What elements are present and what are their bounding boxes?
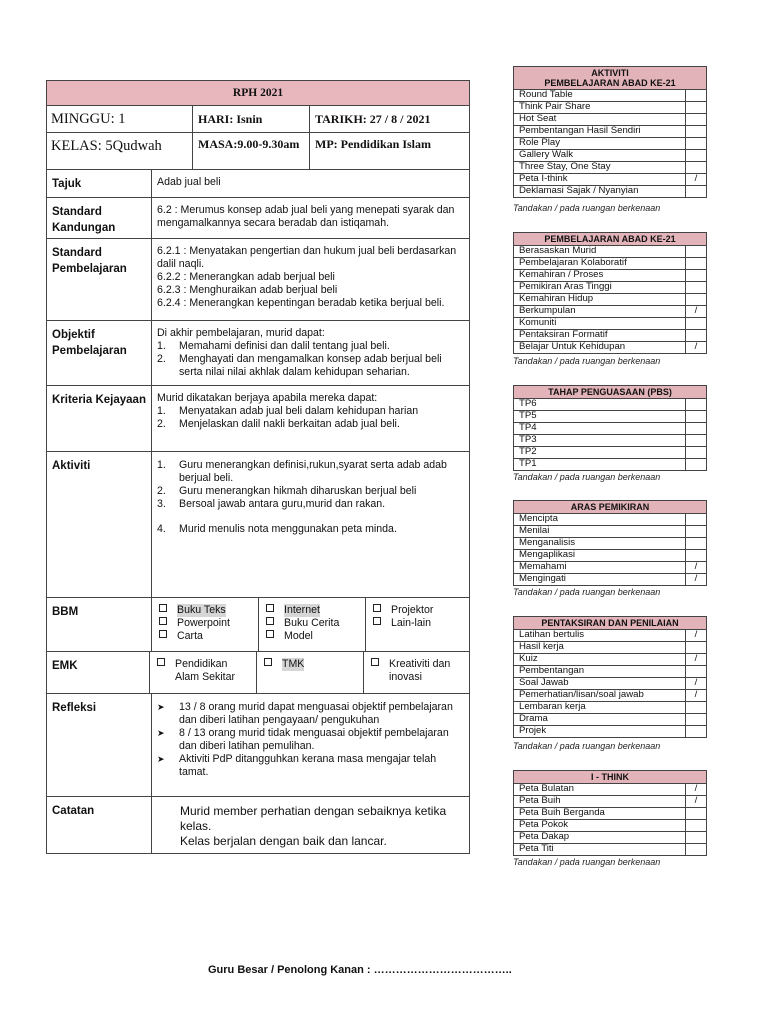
aktiviti-item: 1. Guru menerangkan definisi,rukun,syarat serta adab adab berjual beli. (157, 459, 447, 484)
ithink-row (514, 796, 707, 808)
emk-option[interactable]: TMK (262, 658, 358, 671)
rph-table (46, 80, 470, 854)
checkbox-icon[interactable] (159, 617, 167, 625)
mata-pelajaran: MP: Pendidikan Islam (309, 133, 469, 169)
refleksi-item: ➤ 13 / 8 orang murid dapat menguasai objektif pembelajaran dan diberi latihan pengayaan/ pengukuhan (157, 701, 453, 726)
aras-tick-box[interactable]: / (686, 574, 707, 586)
bbm-option[interactable]: Projektor (371, 604, 464, 617)
pabad-row (514, 294, 707, 306)
pentaksiran-row (514, 642, 707, 654)
abad21-row (514, 114, 707, 126)
pembelajaran-abad21-table (513, 232, 707, 354)
catatan-text: Murid member perhatian dengan sebaiknya ketika kelas. Kelas berjalan dengan baik dan lancar. (151, 797, 469, 853)
checkbox-icon[interactable] (266, 630, 274, 638)
pbs-item-label: TP5 (514, 411, 686, 423)
kriteria-row (46, 386, 470, 452)
abad21-note: Tandakan / pada ruangan berkenaan (513, 203, 661, 213)
header-row-1 (46, 106, 470, 133)
pentaksiran-item-label: Latihan bertulis (514, 630, 686, 642)
bbm-label: BBM (52, 606, 79, 618)
abad21-tick-box[interactable] (686, 138, 707, 150)
objektif-item: 1. Memahami definisi dan dalil tentang jual beli. (157, 340, 390, 352)
checkbox-icon[interactable] (159, 630, 167, 638)
ithink-tick-box[interactable]: / (686, 796, 707, 808)
pabad-row (514, 282, 707, 294)
pentaksiran-item-label: Hasil kerja (514, 642, 686, 654)
ithink-table (513, 770, 707, 856)
pbs-tick-box[interactable] (686, 447, 707, 459)
bbm-option[interactable]: Buku Teks (157, 604, 253, 617)
pentaksiran-note: Tandakan / pada ruangan berkenaan (513, 741, 661, 751)
emk-col-1 (149, 652, 256, 693)
pabad-row (514, 330, 707, 342)
objektif-item: 2. Menghayati dan mengamalkan konsep adab berjual beli serta nilai nilai akhlak dalam kehidupan seharian. (157, 353, 442, 378)
pembelajaran-abad21-note: Tandakan / pada ruangan berkenaan (513, 356, 661, 366)
emk-col-2 (256, 652, 363, 693)
pentaksiran-row (514, 702, 707, 714)
ithink-item-label: Peta Buih (514, 796, 686, 808)
aras-pemikiran-title: ARAS PEMIKIRAN (514, 501, 707, 514)
pabad-row (514, 306, 707, 318)
ithink-row (514, 832, 707, 844)
bbm-option[interactable]: Lain-lain (371, 617, 464, 630)
abad21-item-label: Pembentangan Hasil Sendiri (514, 126, 686, 138)
abad21-item-label: Role Play (514, 138, 686, 150)
ithink-row (514, 820, 707, 832)
pabad-tick-box[interactable]: / (686, 342, 707, 354)
pabad-item-label: Komuniti (514, 318, 686, 330)
pabad-item-label: Kemahiran / Proses (514, 270, 686, 282)
header-row-2 (46, 133, 470, 170)
abad21-tick-box[interactable] (686, 150, 707, 162)
standard-pembelajaran-label: Standard Pembelajaran (52, 247, 127, 275)
pbs-item-label: TP2 (514, 447, 686, 459)
checkbox-icon[interactable] (159, 604, 167, 612)
kriteria-label: Kriteria Kejayaan (52, 394, 146, 406)
checkbox-icon[interactable] (371, 658, 379, 666)
abad21-item-label: Three Stay, One Stay (514, 162, 686, 174)
aras-tick-box[interactable] (686, 514, 707, 526)
pabad-row (514, 342, 707, 354)
aktiviti-item: 3. Bersoal jawab antara guru,murid dan rakan. (157, 498, 386, 510)
sp-item: 6.2.2 : Menerangkan adab berjual beli (157, 271, 335, 283)
catatan-label: Catatan (52, 805, 95, 817)
checkbox-icon[interactable] (157, 658, 165, 666)
pentaksiran-item-label: Pembentangan (514, 666, 686, 678)
abad21-row (514, 150, 707, 162)
pbs-item-label: TP6 (514, 399, 686, 411)
aras-row (514, 538, 707, 550)
pentaksiran-row (514, 666, 707, 678)
checkbox-icon[interactable] (373, 617, 381, 625)
pabad-tick-box[interactable] (686, 294, 707, 306)
sp-item: 6.2.1 : Menyatakan pengertian dan hukum jual beli berdasarkan dalil naqli. (157, 245, 457, 270)
pbs-tick-box[interactable] (686, 423, 707, 435)
emk-option[interactable]: Kreativiti dan inovasi (369, 658, 464, 684)
pentaksiran-tick-box[interactable]: / (686, 678, 707, 690)
aras-item-label: Mengaplikasi (514, 550, 686, 562)
bbm-col-2 (258, 598, 365, 651)
pentaksiran-row (514, 690, 707, 702)
refleksi-list (151, 694, 469, 796)
ithink-title: I - THINK (514, 771, 707, 784)
ithink-row (514, 784, 707, 796)
pabad-tick-box[interactable] (686, 246, 707, 258)
ithink-tick-box[interactable] (686, 808, 707, 820)
kriteria-item: 2. Menjelaskan dalil nakli berkaitan adab jual beli. (157, 418, 400, 430)
aras-tick-box[interactable] (686, 538, 707, 550)
pbs-tick-box[interactable] (686, 399, 707, 411)
minggu: MINGGU: 1 (51, 111, 126, 127)
pentaksiran-row (514, 678, 707, 690)
standard-pembelajaran-list (151, 239, 469, 320)
pabad-row (514, 246, 707, 258)
abad21-row (514, 138, 707, 150)
aras-pemikiran-note: Tandakan / pada ruangan berkenaan (513, 587, 661, 597)
arrow-bullet-icon: ➤ (157, 702, 165, 712)
pentaksiran-row (514, 630, 707, 642)
abad21-row (514, 102, 707, 114)
aras-item-label: Mengingati (514, 574, 686, 586)
tajuk-label: Tajuk (52, 178, 82, 190)
pabad-tick-box[interactable] (686, 270, 707, 282)
abad21-item-label: Hot Seat (514, 114, 686, 126)
pentaksiran-tick-box[interactable] (686, 642, 707, 654)
bbm-option[interactable]: Carta (157, 630, 253, 643)
pabad-tick-box[interactable]: / (686, 306, 707, 318)
pbs-tick-box[interactable] (686, 435, 707, 447)
checkbox-icon[interactable] (373, 604, 381, 612)
pentaksiran-tick-box[interactable]: / (686, 654, 707, 666)
pabad-item-label: Pemikiran Aras Tinggi (514, 282, 686, 294)
pentaksiran-row (514, 726, 707, 738)
abad21-row (514, 162, 707, 174)
aras-item-label: Menganalisis (514, 538, 686, 550)
pabad-row (514, 258, 707, 270)
abad21-tick-box[interactable] (686, 126, 707, 138)
pbs-title: TAHAP PENGUASAAN (PBS) (514, 386, 707, 399)
signature-line: Guru Besar / Penolong Kanan : ……………………………….. (208, 964, 512, 976)
ithink-item-label: Peta Buih Berganda (514, 808, 686, 820)
aras-tick-box[interactable] (686, 550, 707, 562)
kriteria-item: 1. Menyatakan adab jual beli dalam kehidupan harian (157, 405, 419, 417)
bbm-option[interactable]: Buku Cerita (264, 617, 360, 630)
pabad-tick-box[interactable] (686, 330, 707, 342)
catatan-row (46, 797, 470, 854)
pbs-row (514, 411, 707, 423)
arrow-bullet-icon: ➤ (157, 728, 165, 738)
abad21-tick-box[interactable] (686, 162, 707, 174)
pentaksiran-title: PENTAKSIRAN DAN PENILAIAN (514, 617, 707, 630)
pbs-table (513, 385, 707, 471)
abad21-row (514, 90, 707, 102)
bbm-col-1 (151, 598, 258, 651)
abad21-tick-box[interactable] (686, 102, 707, 114)
aras-row (514, 550, 707, 562)
pabad-tick-box[interactable] (686, 258, 707, 270)
aras-tick-box[interactable] (686, 526, 707, 538)
refleksi-row (46, 694, 470, 797)
aktiviti-item: 4. Murid menulis nota menggunakan peta minda. (157, 523, 397, 535)
aktiviti-item: 2. Guru menerangkan hikmah diharuskan berjual beli (157, 485, 417, 497)
pentaksiran-table (513, 616, 707, 738)
pbs-note: Tandakan / pada ruangan berkenaan (513, 472, 661, 482)
pabad-item-label: Berkumpulan (514, 306, 686, 318)
checkbox-icon[interactable] (266, 617, 274, 625)
pabad-item-label: Pembelajaran Kolaboratif (514, 258, 686, 270)
ithink-note: Tandakan / pada ruangan berkenaan (513, 857, 661, 867)
pbs-tick-box[interactable] (686, 411, 707, 423)
pbs-row (514, 435, 707, 447)
objektif-list (151, 321, 469, 385)
hari: HARI: Isnin (192, 106, 309, 132)
bbm-col-3 (365, 598, 469, 651)
pentaksiran-tick-box[interactable] (686, 714, 707, 726)
aras-item-label: Mencipta (514, 514, 686, 526)
standard-kandungan-row (46, 198, 470, 239)
aktiviti-label: Aktiviti (52, 460, 91, 472)
standard-kandungan-label: Standard Kandungan (52, 206, 116, 234)
pbs-tick-box[interactable] (686, 459, 707, 471)
pembelajaran-abad21-title: PEMBELAJARAN ABAD KE-21 (514, 233, 707, 246)
abad21-tick-box[interactable] (686, 90, 707, 102)
bbm-option[interactable]: Internet (264, 604, 360, 617)
pentaksiran-tick-box[interactable] (686, 666, 707, 678)
objektif-intro: Di akhir pembelajaran, murid dapat: (157, 327, 325, 339)
pentaksiran-item-label: Pemerhatian/lisan/soal jawab (514, 690, 686, 702)
pabad-item-label: Berasaskan Murid (514, 246, 686, 258)
kelas: KELAS: 5Qudwah (51, 138, 162, 154)
aras-item-label: Menilai (514, 526, 686, 538)
abad21-activity-table (513, 66, 707, 198)
ithink-row (514, 808, 707, 820)
abad21-activity-title: AKTIVITI PEMBELAJARAN ABAD KE-21 (514, 67, 707, 90)
pabad-tick-box[interactable] (686, 318, 707, 330)
pabad-row (514, 318, 707, 330)
bbm-option[interactable]: Powerpoint (157, 617, 253, 630)
abad21-item-label: Gallery Walk (514, 150, 686, 162)
pentaksiran-item-label: Drama (514, 714, 686, 726)
aktiviti-list (151, 452, 469, 597)
pentaksiran-item-label: Soal Jawab (514, 678, 686, 690)
pbs-row (514, 447, 707, 459)
sp-item: 6.2.4 : Menerangkan kepentingan beradab ketika berjual beli. (157, 297, 445, 309)
pabad-item-label: Kemahiran Hidup (514, 294, 686, 306)
pbs-item-label: TP4 (514, 423, 686, 435)
ithink-tick-box[interactable]: / (686, 784, 707, 796)
aras-row (514, 526, 707, 538)
objektif-row (46, 321, 470, 386)
pentaksiran-item-label: Projek (514, 726, 686, 738)
aras-item-label: Memahami (514, 562, 686, 574)
aras-row (514, 562, 707, 574)
abad21-row (514, 126, 707, 138)
pabad-tick-box[interactable] (686, 282, 707, 294)
aras-tick-box[interactable]: / (686, 562, 707, 574)
checkbox-icon[interactable] (264, 658, 272, 666)
pbs-row (514, 399, 707, 411)
aras-row (514, 574, 707, 586)
refleksi-item: ➤ Aktiviti PdP ditangguhkan kerana masa mengajar telah tamat. (157, 753, 437, 778)
pentaksiran-tick-box[interactable]: / (686, 630, 707, 642)
abad21-tick-box[interactable] (686, 186, 707, 198)
pabad-item-label: Belajar Untuk Kehidupan (514, 342, 686, 354)
ithink-item-label: Peta Bulatan (514, 784, 686, 796)
bbm-option[interactable]: Model (264, 630, 360, 643)
tajuk-value: Adab jual beli (151, 170, 469, 197)
emk-row (46, 652, 470, 694)
standard-kandungan-value: 6.2 : Merumus konsep adab jual beli yang menepati syarak dan mengamalkannya secara beradab dan istiqamah. (151, 198, 469, 238)
refleksi-label: Refleksi (52, 702, 97, 714)
abad21-item-label: Think Pair Share (514, 102, 686, 114)
pbs-item-label: TP3 (514, 435, 686, 447)
masa: MASA:9.00-9.30am (192, 133, 309, 169)
pbs-row (514, 423, 707, 435)
abad21-item-label: Peta I-think (514, 174, 686, 186)
pentaksiran-row (514, 714, 707, 726)
abad21-item-label: Deklamasi Sajak / Nyanyian (514, 186, 686, 198)
abad21-row (514, 186, 707, 198)
pabad-row (514, 270, 707, 282)
pabad-item-label: Pentaksiran Formatif (514, 330, 686, 342)
arrow-bullet-icon: ➤ (157, 754, 165, 764)
emk-label: EMK (52, 660, 78, 672)
sp-item: 6.2.3 : Menghuraikan adab berjual beli (157, 284, 338, 296)
pbs-row (514, 459, 707, 471)
ithink-item-label: Peta Dakap (514, 832, 686, 844)
emk-option[interactable]: Pendidikan Alam Sekitar (155, 658, 251, 684)
ithink-tick-box[interactable] (686, 832, 707, 844)
tarikh: TARIKH: 27 / 8 / 2021 (309, 106, 469, 132)
tajuk-row (46, 170, 470, 198)
objektif-label: Objektif Pembelajaran (52, 329, 127, 357)
pentaksiran-item-label: Kuiz (514, 654, 686, 666)
pentaksiran-tick-box[interactable] (686, 702, 707, 714)
aras-row (514, 514, 707, 526)
abad21-item-label: Round Table (514, 90, 686, 102)
abad21-tick-box[interactable]: / (686, 174, 707, 186)
abad21-tick-box[interactable] (686, 114, 707, 126)
pentaksiran-tick-box[interactable]: / (686, 690, 707, 702)
bbm-row (46, 598, 470, 652)
pbs-item-label: TP1 (514, 459, 686, 471)
ithink-tick-box[interactable] (686, 844, 707, 856)
kriteria-list (151, 386, 469, 451)
ithink-tick-box[interactable] (686, 820, 707, 832)
kriteria-intro: Murid dikatakan berjaya apabila mereka dapat: (157, 392, 378, 404)
ithink-item-label: Peta Titi (514, 844, 686, 856)
pentaksiran-row (514, 654, 707, 666)
ithink-row (514, 844, 707, 856)
emk-col-3 (363, 652, 469, 693)
standard-pembelajaran-row (46, 239, 470, 321)
aras-pemikiran-table (513, 500, 707, 586)
ithink-item-label: Peta Pokok (514, 820, 686, 832)
pentaksiran-item-label: Lembaran kerja (514, 702, 686, 714)
checkbox-icon[interactable] (266, 604, 274, 612)
refleksi-item: ➤ 8 / 13 orang murid tidak menguasai objektif pembelajaran dan diberi latihan pemulihan. (157, 727, 449, 752)
abad21-row (514, 174, 707, 186)
pentaksiran-tick-box[interactable] (686, 726, 707, 738)
rph-title: RPH 2021 (46, 80, 470, 106)
aktiviti-row (46, 452, 470, 598)
